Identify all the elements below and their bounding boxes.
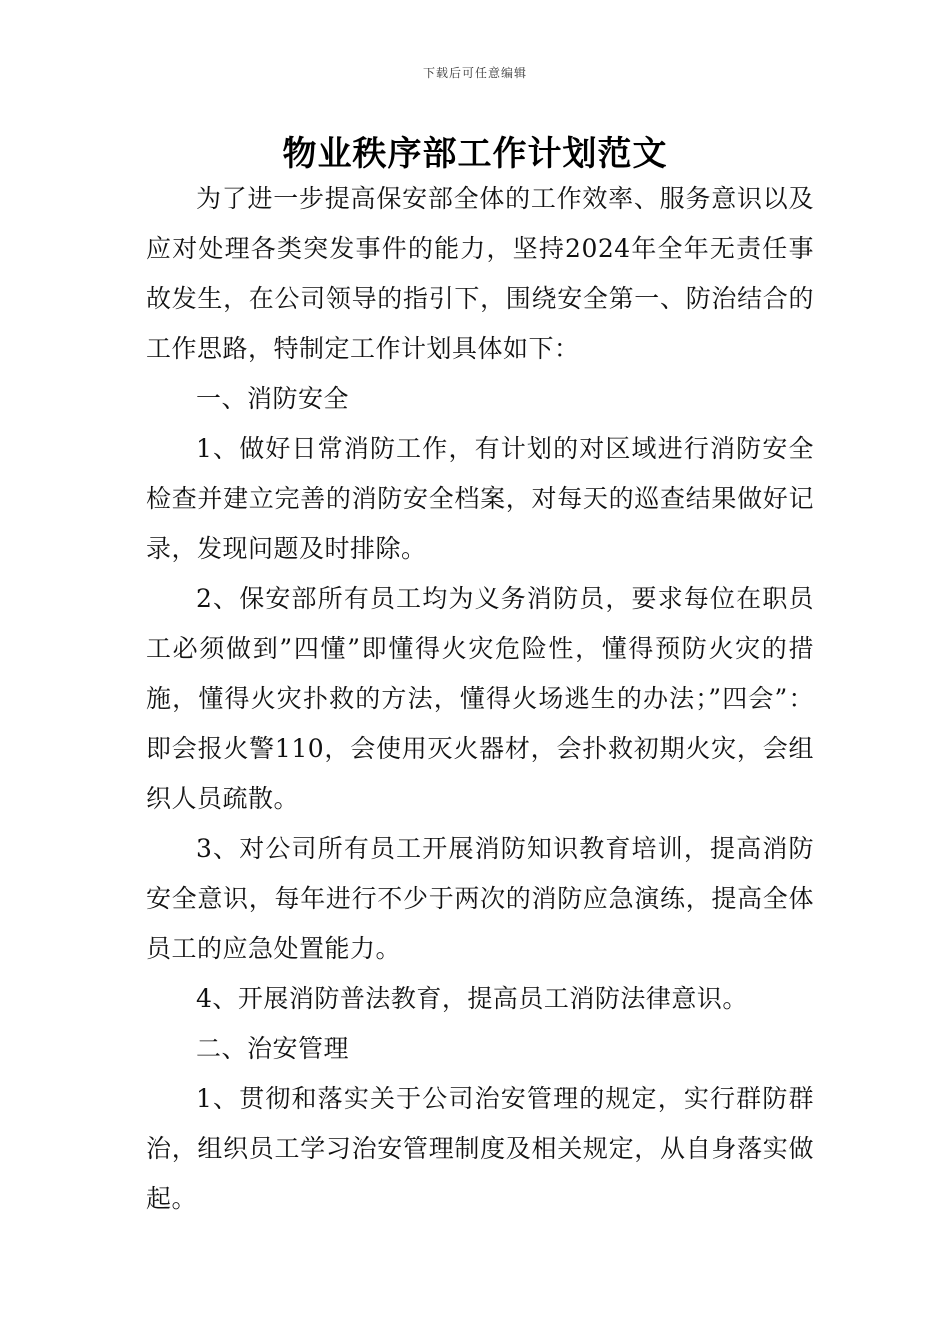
- intro-paragraph: 为了进一步提高保安部全体的工作效率、服务意识以及应对处理各类突发事件的能力，坚持2024年全年无责任事故发生，在公司领导的指引下，围绕安全第一、防治结合的工作思路，特制定工作计划具体如下：: [146, 184, 814, 363]
- fire-safety-item-3: 3、对公司所有员工开展消防知识教育培训，提高消防安全意识，每年进行不少于两次的消防应急演练，提高全体员工的应急处置能力。: [146, 834, 814, 963]
- fire-safety-item-4: 4、开展消防普法教育，提高员工消防法律意识。: [196, 984, 748, 1013]
- header-note: 下载后可任意编辑: [422, 66, 527, 80]
- document-body: [146, 174, 814, 1224]
- section-heading-public-security: 二、治安管理: [196, 1034, 350, 1063]
- fire-safety-item-2: 2、保安部所有员工均为义务消防员，要求每位在职员工必须做到”四懂”即懂得火灾危险性，懂得预防火灾的措施，懂得火灾扑救的方法，懂得火场逃生的办法；”四会”：即会报火警110，会使用灭火器材，会扑救初期火灾，会组织人员疏散。: [146, 584, 814, 813]
- document-title: 物业秩序部工作计划范文: [282, 134, 668, 174]
- public-security-item-1: 1、贯彻和落实关于公司治安管理的规定，实行群防群治，组织员工学习治安管理制度及相关规定，从自身落实做起。: [146, 1084, 814, 1213]
- fire-safety-item-1: 1、做好日常消防工作，有计划的对区域进行消防安全检查并建立完善的消防安全档案，对每天的巡查结果做好记录，发现问题及时排除。: [146, 434, 814, 563]
- section-heading-fire-safety: 一、消防安全: [196, 384, 350, 413]
